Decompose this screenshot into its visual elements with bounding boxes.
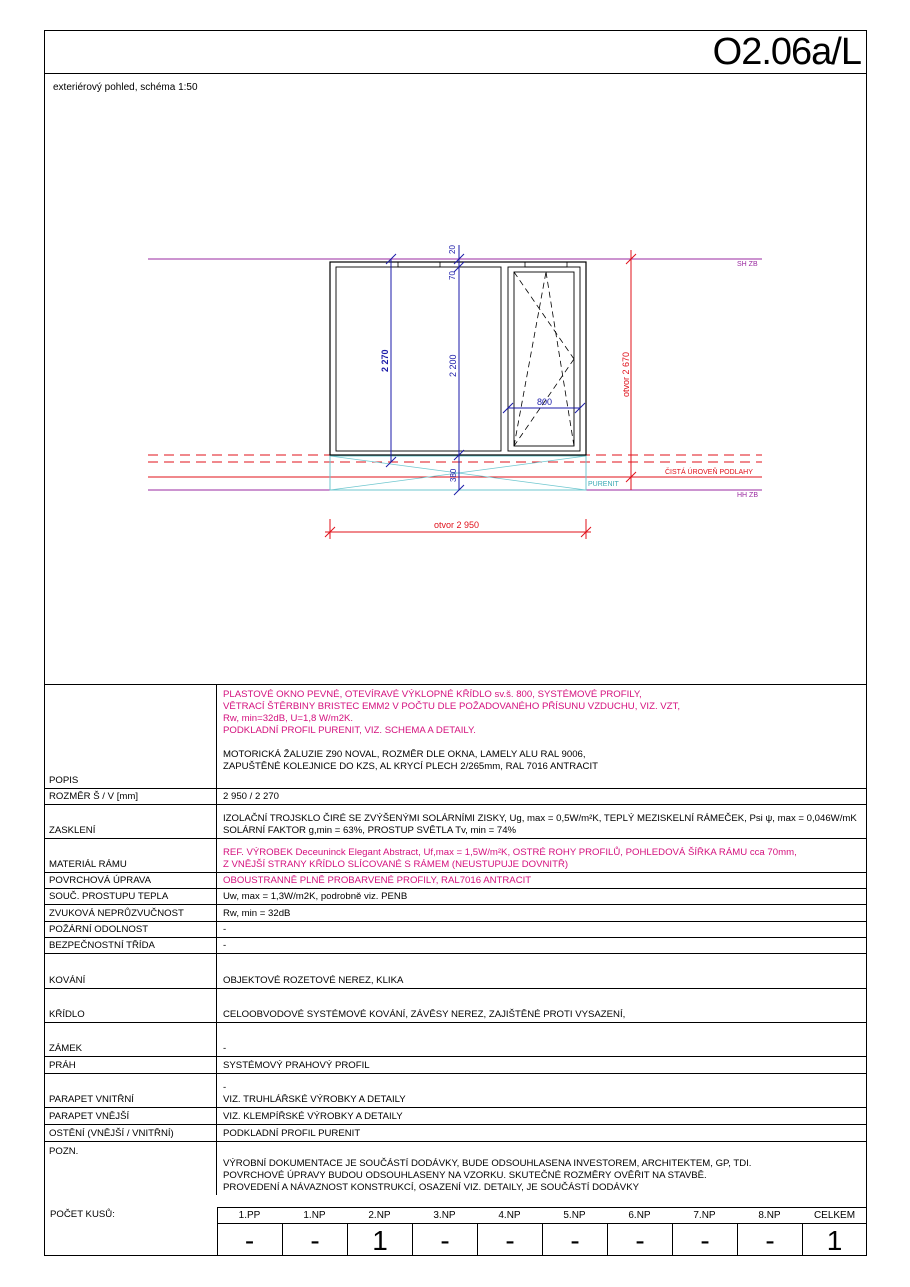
row-zamek: [44, 1023, 867, 1057]
value-zvukova: Rw, min = 32dB: [217, 905, 868, 922]
label-pozarni: POŽÁRNÍ ODOLNOST: [44, 922, 217, 938]
value-bezpecnost: -: [217, 938, 868, 954]
row-soucinitel: [44, 889, 867, 905]
count-1pp: -: [244, 1225, 255, 1256]
row-rozmer: [44, 789, 867, 805]
label-floor-level: ČISTÁ ÚROVEŇ PODLAHY: [665, 469, 753, 476]
value-rozmer: 2 950 / 2 270: [217, 789, 868, 805]
count-4np: -: [477, 1224, 542, 1256]
row-povrch: [44, 873, 867, 889]
value-popis: PLASTOVÉ OKNO PEVNÉ, OTEVÍRAVÉ VÝKLOPNÉ KŘÍDLO sv.š. 800, SYSTÉMOVÉ PROFILY, VĚTRACÍ ŠTĚRBINY BRISTEC EMM2 V POČTU DLE POŽADOVANÉHO PŘÍSUNU VZDUCHU, VIZ. VZT, Rw, min=32dB, U=1,8 W/m2K. PODKLADNÍ PROFIL PURENIT, VIZ. SCHEMA A DETAILY. MOTORICKÁ ŽALUZIE Z90 NOVAL, ROZMĚR DLE OKNA, LAMELY ALU RAL 9006, ZAPUŠTĚNÉ KOLEJNICE DO KZS, AL KRYCÍ PLECH 2/265mm, RAL 7016 ANTRACIT: [217, 685, 868, 789]
floor-4np: 4.NP: [498, 1210, 521, 1221]
floor-2np: 2.NP: [368, 1210, 391, 1221]
row-material: [44, 839, 867, 873]
count-6np: -: [607, 1224, 672, 1256]
floor-7np: 7.NP: [693, 1210, 716, 1221]
view-caption: exteriérový pohled, schéma 1:50: [53, 82, 198, 93]
row-kridlo: [44, 989, 867, 1023]
label-sh-zb: SH ZB: [737, 261, 758, 268]
dim-text-glass-height: 2 200: [448, 354, 458, 377]
dim-text-sill: 380: [449, 468, 458, 482]
count-8np: -: [737, 1224, 802, 1256]
fixed-pane: [336, 267, 501, 451]
count-5np: -: [542, 1224, 607, 1256]
row-prah: [44, 1057, 867, 1074]
value-osteni: PODKLADNÍ PROFIL PURENIT: [217, 1125, 868, 1142]
row-pozn: [44, 1142, 867, 1195]
dim-text-opening-width: otvor 2 950: [434, 520, 480, 530]
label-material: MATERIÁL RÁMU: [44, 839, 217, 873]
label-purenit: PURENIT: [588, 481, 619, 488]
value-parapet-vnejsi: VIZ. KLEMPÍŘSKÉ VÝROBKY A DETAILY: [217, 1108, 868, 1125]
value-soucinitel: Uw, max = 1,3W/m2K, podrobně viz. PENB: [217, 889, 868, 905]
count-total: 1: [802, 1224, 866, 1256]
label-parapet-vnejsi: PARAPET VNĚJŠÍ: [44, 1108, 217, 1125]
count-2np: 1: [347, 1224, 412, 1256]
count-7np: -: [672, 1224, 737, 1256]
count-1np: -: [282, 1224, 347, 1256]
label-kridlo: KŘÍDLO: [44, 989, 217, 1023]
opening-line-2: [546, 272, 574, 446]
vent-slot-right: [525, 262, 567, 267]
document-code: O2.06a/L: [712, 31, 861, 73]
label-parapet-vnitrni: PARAPET VNITŘNÍ: [44, 1074, 217, 1108]
row-kovani: [44, 954, 867, 989]
floor-5np: 5.NP: [563, 1210, 586, 1221]
sash-glass: [514, 272, 574, 446]
floor-3np: 3.NP: [433, 1210, 456, 1221]
row-parapet-vnejsi: [44, 1108, 867, 1125]
value-pozarni: -: [217, 922, 868, 938]
dim-text-opening-height: otvor 2 670: [621, 351, 631, 397]
row-zvukova: [44, 905, 867, 922]
floor-8np: 8.NP: [758, 1210, 781, 1221]
label-kovani: KOVÁNÍ: [44, 954, 217, 989]
row-parapet-vnitrni: [44, 1074, 867, 1108]
row-bezpecnost: [44, 938, 867, 954]
label-prah: PRÁH: [44, 1057, 217, 1074]
dim-text-head: 70: [448, 271, 457, 280]
row-pozarni: [44, 922, 867, 938]
label-povrch: POVRCHOVÁ ÚPRAVA: [44, 873, 217, 889]
vent-slot-left: [398, 262, 440, 267]
value-kridlo: CELOOBVODOVÉ SYSTÉMOVÉ KOVÁNÍ, ZÁVĚSY NEREZ, ZAJIŠTĚNÉ PROTI VYSAZENÍ,: [217, 989, 868, 1023]
count-header-row: [217, 1207, 867, 1223]
value-prah: SYSTÉMOVÝ PRAHOVÝ PROFIL: [217, 1057, 868, 1074]
label-popis: POPIS: [44, 685, 217, 789]
dim-text-total-height: 2 270: [380, 349, 390, 372]
value-material: REF. VÝROBEK Deceuninck Elegant Abstract, Uf,max = 1,5W/m²K, OSTRÉ ROHY PROFILŮ, POHLEDOVÁ ŠÍŘKA RÁMU cca 70mm, Z VNĚJŠÍ STRANY KŘÍDLO SLÍCOVANÉ S RÁMEM (NEUSTUPUJE DOVNITŘ): [217, 839, 868, 873]
label-osteni: OSTĚNÍ (VNĚJŠÍ / VNITŘNÍ): [44, 1125, 217, 1142]
label-zvukova: ZVUKOVÁ NEPRŮZVUČNOST: [44, 905, 217, 922]
count-value-row: [217, 1223, 867, 1256]
value-pozn: VÝROBNÍ DOKUMENTACE JE SOUČÁSTÍ DODÁVKY, BUDE ODSOUHLASENA INVESTOREM, ARCHITEKTEM, GP, TDI. POVRCHOVÉ ÚPRAVY BUDOU ODSOUHLASENY NA VZORKU. SKUTEČNÉ ROZMĚRY OVĚŘIT NA STAVBĚ. PROVEDENÍ A NÁVAZNOST KONSTRUKCÍ, OSAZENÍ VIZ. DETAILY, JE SOUČÁSTÍ DODÁVKY: [217, 1142, 868, 1195]
label-soucinitel: SOUČ. PROSTUPU TEPLA: [44, 889, 217, 905]
opening-line-1: [514, 272, 546, 446]
value-zamek: -: [217, 1023, 868, 1057]
row-osteni: [44, 1125, 867, 1142]
label-zaskleni: ZASKLENÍ: [44, 805, 217, 839]
floor-1np: 1.NP: [303, 1210, 326, 1221]
value-zaskleni: IZOLAČNÍ TROJSKLO ČIRÉ SE ZVÝŠENÝMI SOLÁRNÍMI ZISKY, Ug, max = 0,5W/m²K, TEPLÝ MEZISKELNÍ RÁMEČEK, Psi ψ, max = 0,046W/mK SOLÁRNÍ FAKTOR g,min = 63%, PROSTUP SVĚTLA Tv, min = 74%: [217, 805, 868, 839]
value-povrch: OBOUSTRANNĚ PLNĚ PROBARVENÉ PROFILY, RAL7016 ANTRACIT: [217, 873, 868, 889]
count-3np: -: [412, 1224, 477, 1256]
dim-text-sash-width: 800: [537, 397, 553, 407]
floor-1pp: 1.PP: [238, 1210, 261, 1221]
label-zamek: ZÁMEK: [44, 1023, 217, 1057]
dim-text-top: 20: [448, 245, 457, 254]
value-kovani: OBJEKTOVÉ ROZETOVÉ NEREZ, KLIKA: [217, 954, 868, 989]
count-label: POČET KUSŮ:: [50, 1209, 115, 1220]
label-pozn: POZN.: [44, 1142, 217, 1195]
window-outer-frame: [330, 262, 586, 455]
label-hh-zb: HH ZB: [737, 492, 758, 499]
sash-frame: [508, 267, 580, 451]
label-rozmer: ROZMĚR Š / V [mm]: [44, 789, 217, 805]
label-bezpecnost: BEZPEČNOSTNÍ TŘÍDA: [44, 938, 217, 954]
specification-table: [44, 684, 867, 1195]
row-popis: [44, 685, 867, 789]
floor-6np: 6.NP: [628, 1210, 651, 1221]
value-parapet-vnitrni: - VIZ. TRUHLÁŘSKÉ VÝROBKY A DETAILY: [217, 1074, 868, 1108]
floor-total: CELKEM: [813, 1210, 856, 1221]
row-zaskleni: [44, 805, 867, 839]
